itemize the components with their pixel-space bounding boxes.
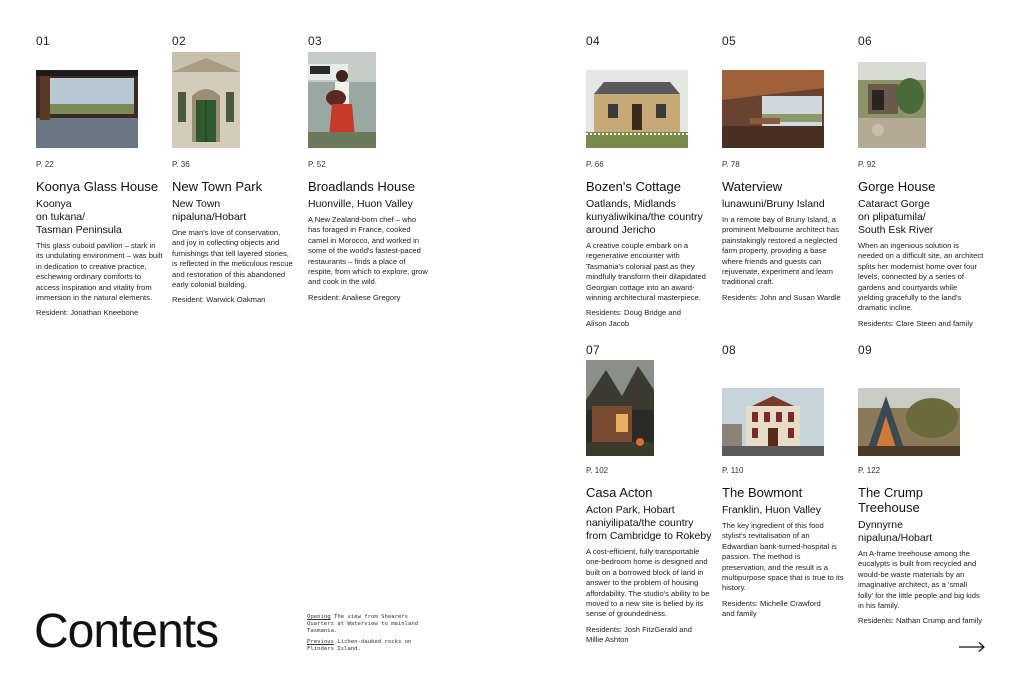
entry-09[interactable]: [858, 466, 984, 627]
entry-05[interactable]: [722, 160, 846, 303]
entry-residents: Residents: Michelle Crawford and family: [722, 598, 821, 619]
the-crump-treehouse-photo[interactable]: [858, 388, 960, 456]
entry-number-08: 08: [722, 343, 736, 357]
page-ref: P. 66: [586, 160, 604, 169]
the-bowmont-photo[interactable]: [722, 388, 824, 456]
caption-previous: [307, 639, 437, 653]
entry-number-04: 04: [586, 34, 600, 48]
entry-number-05: 05: [722, 34, 736, 48]
page-ref: P. 36: [172, 160, 190, 169]
new-town-park-photo[interactable]: [172, 52, 240, 148]
entry-08[interactable]: [722, 466, 846, 620]
caption-opening: [307, 614, 437, 635]
entry-number-01: 01: [36, 34, 50, 48]
entry-description: A New Zealand-born chef – who has foraged in France, cooked camel in Morocco, and worked in some of the world's fastest-paced restaurants – finds a place of respite, from which to explore, grow and cook in the wild.: [308, 215, 428, 287]
entry-residents: Residents: Nathan Crump and family: [858, 616, 983, 626]
waterview-photo[interactable]: [722, 70, 824, 148]
entry-description: When an ingenious solution is needed on a difficult site, an architect splits her modernist home over four levels, connected by a series of gardens and courtyards while yielding gracefully to the land's dramatic incline.: [858, 241, 984, 313]
photo-captions: [307, 614, 437, 657]
entry-number-06: 06: [858, 34, 872, 48]
entry-residents: Residents: Doug Bridge and Alison Jacob: [586, 308, 681, 328]
entry-location: Koonya on tukana/ Tasman Peninsula: [36, 198, 122, 236]
caption-text: The view from Shearers Quarters at Waterview to mainland Tasmania.: [307, 614, 419, 634]
entry-number-09: 09: [858, 343, 872, 357]
entry-title: Casa Acton: [586, 485, 653, 500]
entry-location: lunawuni/Bruny Island: [722, 198, 825, 210]
entry-title: Koonya Glass House: [36, 179, 159, 194]
koonya-glass-house-photo[interactable]: [36, 70, 138, 148]
entry-02[interactable]: [172, 160, 294, 306]
entry-description: This glass cuboid pavilion – stark in its undulating environment – was built in dedication to creative practice, eschewing ordinary comforts to access inspiration and vitality from immersion in the natural elements.: [36, 241, 163, 303]
entry-residents: Resident: Jonathan Kneebone: [36, 308, 139, 318]
entry-title: The Bowmont: [722, 485, 803, 500]
entry-location: New Town nipaluna/Hobart: [172, 198, 247, 223]
entry-07[interactable]: [586, 466, 718, 646]
entry-description: One man's love of conservation, and joy in collecting objects and furnishings that tell layered stories, is reflected in the meticulous rescue and restoration of this abandoned early colonial building.: [172, 228, 293, 290]
page-ref: P. 102: [586, 466, 609, 475]
entry-description: An A-frame treehouse among the eucalypts is built from recycled and would-be waste materials by an imaginative architect, as a 'small folly' for the little people and big kids in his family.: [858, 549, 980, 611]
entry-title: Broadlands House: [308, 179, 415, 194]
gorge-house-photo[interactable]: [858, 62, 926, 148]
caption-label: Previous: [307, 639, 334, 645]
page-ref: P. 22: [36, 160, 54, 169]
entry-01[interactable]: [36, 160, 164, 319]
caption-label: Opening: [307, 614, 331, 620]
page-ref: P. 78: [722, 160, 740, 169]
entry-residents: Residents: John and Susan Wardle: [722, 292, 841, 302]
entry-description: A cost-efficient, fully transportable one-bedroom home is designed and built on a borrowed block of land in answer to the problem of housing affordability. The studio's ability to be moved to a new site is belied by its sense of groundedness.: [586, 547, 710, 619]
entry-title: Waterview: [722, 179, 783, 194]
entry-03[interactable]: [308, 160, 430, 303]
caption-text: Lichen-daubed rocks on Flinders Island.: [307, 639, 412, 652]
page-ref: P. 92: [858, 160, 876, 169]
contents-heading: Contents: [34, 605, 219, 658]
entry-location: Acton Park, Hobart naniyilipata/the country from Cambridge to Rokeby: [586, 504, 712, 542]
entry-number-03: 03: [308, 34, 322, 48]
bozens-cottage-photo[interactable]: [586, 70, 688, 148]
entry-04[interactable]: [586, 160, 714, 329]
entry-title: New Town Park: [172, 179, 263, 194]
next-arrow-icon[interactable]: [958, 640, 986, 654]
entry-location: Oatlands, Midlands kunyaliwikina/the country around Jericho: [586, 198, 703, 236]
entry-location: Dynnyrne nipaluna/Hobart: [858, 519, 933, 544]
entry-number-07: 07: [586, 343, 600, 357]
entry-residents: Residents: Josh FitzGerald and Millie Ashton: [586, 624, 692, 645]
casa-acton-photo[interactable]: [586, 360, 654, 456]
entry-residents: Resident: Warwick Oakman: [172, 295, 266, 305]
entry-location: Huonville, Huon Valley: [308, 198, 413, 210]
page-ref: P. 110: [722, 466, 744, 475]
entry-title: Gorge House: [858, 179, 936, 194]
entry-number-02: 02: [172, 34, 186, 48]
entry-location: Franklin, Huon Valley: [722, 504, 822, 516]
broadlands-house-photo[interactable]: [308, 52, 376, 148]
entry-description: A creative couple embark on a regenerative encounter with Tasmania's colonial past as they mindfully transform their dilapidated Georgian cottage into an award-winning architectural masterpiece.: [586, 241, 706, 303]
entry-residents: Resident: Analiese Gregory: [308, 292, 401, 302]
entry-title: Bozen's Cottage: [586, 179, 681, 194]
page-ref: P. 52: [308, 160, 326, 169]
page-ref: P. 122: [858, 466, 881, 475]
entry-description: In a remote bay of Bruny Island, a prominent Melbourne architect has painstakingly restored a neglected farm property, providing a base where friends and guests can rejuvenate, experiment and learn traditional craft.: [722, 215, 839, 287]
entry-location: Cataract Gorge on plipatumila/ South Esk River: [858, 198, 934, 236]
entry-description: The key ingredient of this food stylist's revitalisation of an Edwardian bank-turned-hospital is passion. The method is preservation, and the result is a multipurpose space that is true to its history.: [722, 521, 844, 593]
entry-residents: Residents: Clare Steen and family: [858, 318, 973, 328]
entry-title: The Crump Treehouse: [858, 485, 924, 515]
entry-06[interactable]: [858, 160, 984, 329]
